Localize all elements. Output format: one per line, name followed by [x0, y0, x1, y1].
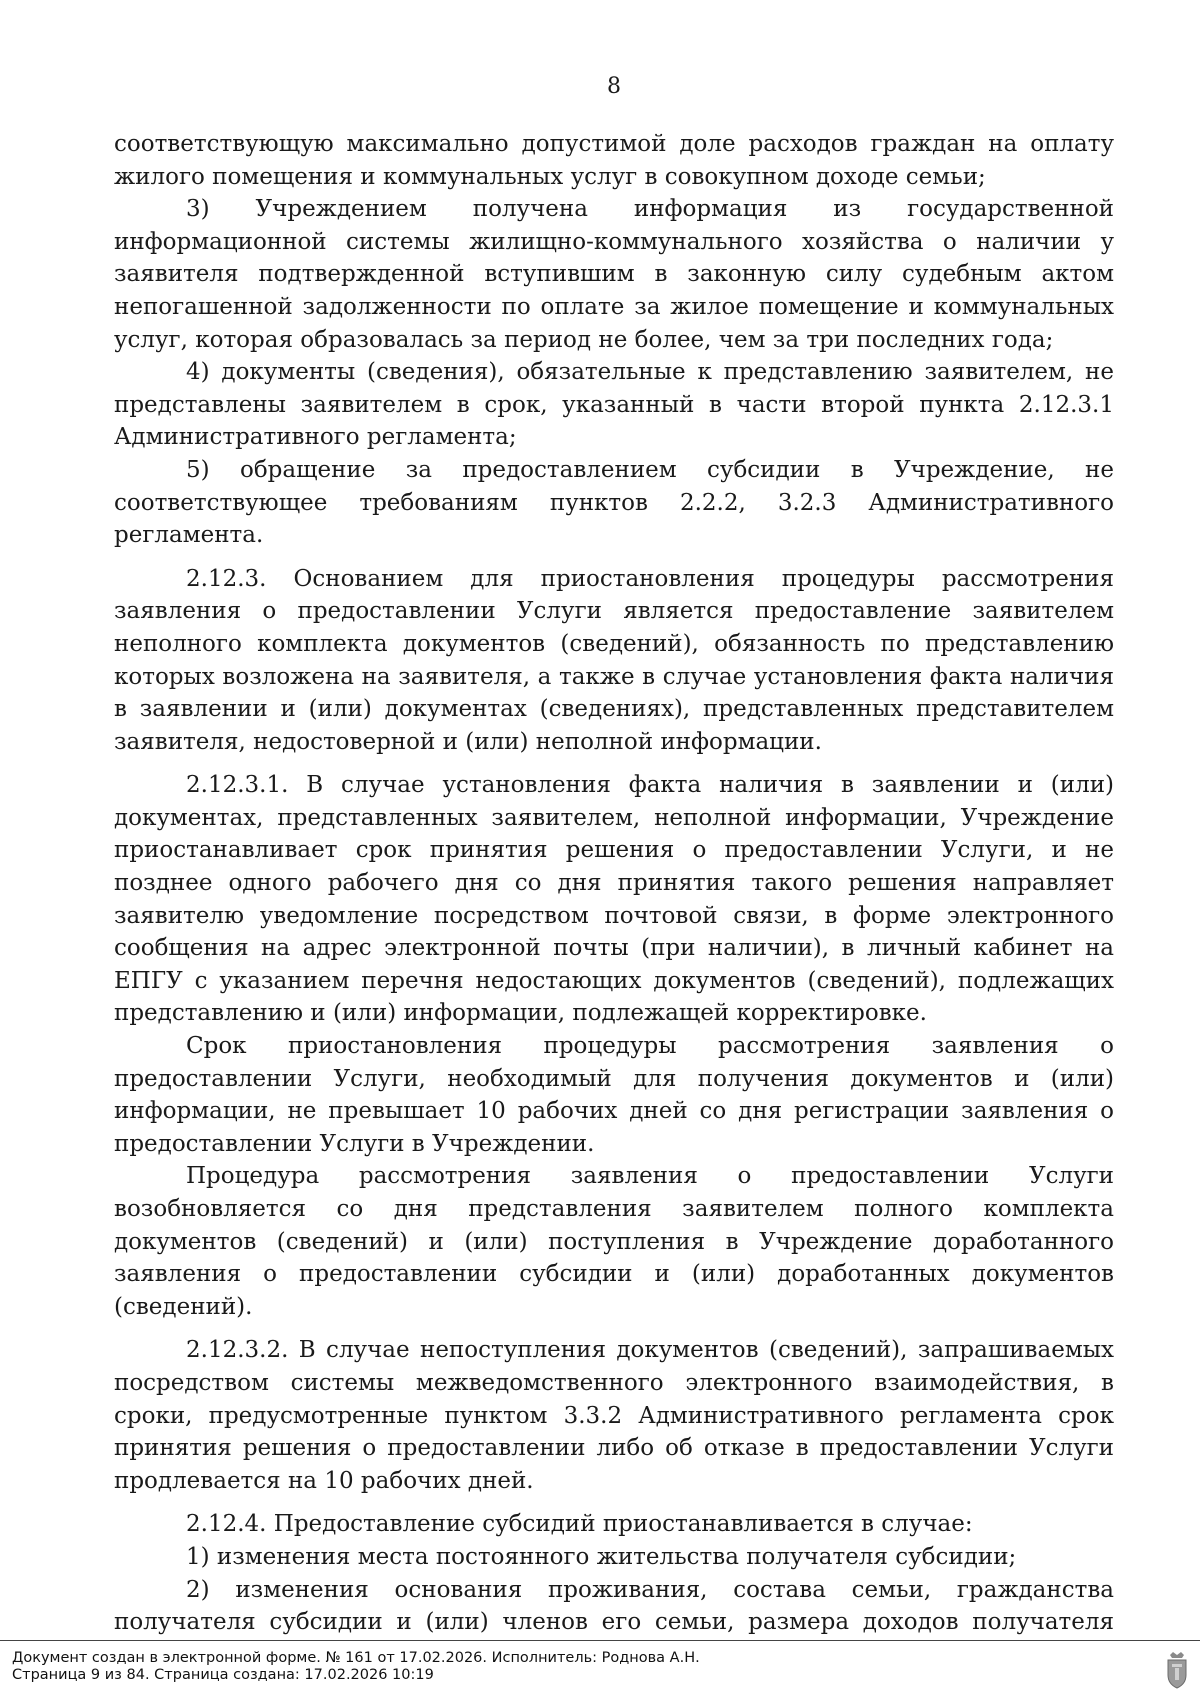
clause-2-12-3-2: 2.12.3.2. В случае непоступления документов (сведений), запрашиваемых посредством системы межведомственного электронного взаимодействия, в сроки, предусмотренные пунктом 3.3.2 Административного регламента срок принятия решения о предоставлении либо об отказе в предоставлении Услуги продлевается на 10 рабочих дней.	[114, 1337, 1114, 1494]
clause-2-12-3: 2.12.3. Основанием для приостановления процедуры рассмотрения заявления о предоставлении Услуги является предоставление заявителем неполного комплекта документов (сведений), обязанность по представлению которых возложена на заявителя, а также в случае установления факта наличия в заявлении и (или) документах (сведениях), представленных представителем заявителя, недостоверной и (или) неполной информации.	[114, 565, 1114, 755]
document-footer	[0, 1640, 1200, 1699]
paragraph-continuation: соответствующую максимально допустимой доле расходов граждан на оплату жилого помещения и коммунальных услуг в совокупном доходе семьи;	[114, 131, 1114, 190]
list-item-3: 3) Учреждением получена информация из государственной информационной системы жилищно-коммунального хозяйства о наличии у заявителя подтвержденной вступившим в законную силу судебным актом непогашенной задолженности по оплате за жилое помещение и коммунальных услуг, которая образовалась за период не более, чем за три последних года;	[114, 196, 1114, 353]
coat-of-arms-icon	[1164, 1651, 1190, 1689]
list-item-2: 2) изменения основания проживания, состава семьи, гражданства получателя субсидии и (или) членов его семьи, размера доходов получателя	[114, 1576, 1114, 1636]
footer-page-info: Страница 9 из 84. Страница создана: 17.02.2026 10:19	[12, 1667, 434, 1683]
document-body	[114, 128, 1114, 1639]
list-item-4: 4) документы (сведения), обязательные к представлению заявителем, не представлены заявителем в срок, указанный в части второй пункта 2.12.3.1 Административного регламента;	[114, 359, 1114, 451]
footer-document-info: Документ создан в электронной форме. № 161 от 17.02.2026. Исполнитель: Роднова А.Н.	[12, 1650, 700, 1666]
footer-text	[12, 1650, 700, 1684]
paragraph-suspension-term: Срок приостановления процедуры рассмотрения заявления о предоставлении Услуги, необходимый для получения документов и (или) информации, не превышает 10 рабочих дней со дня регистрации заявления о предоставлении Услуги в Учреждении.	[114, 1033, 1114, 1157]
paragraph-procedure-resume: Процедура рассмотрения заявления о предоставлении Услуги возобновляется со дня представления заявителем полного комплекта документов (сведений) и (или) поступления в Учреждение доработанного заявления о предоставлении субсидии и (или) доработанных документов (сведений).	[114, 1163, 1114, 1320]
list-item-1: 1) изменения места постоянного жительства получателя субсидии;	[186, 1543, 1017, 1570]
clause-2-12-3-1: 2.12.3.1. В случае установления факта наличия в заявлении и (или) документах, представленных заявителем, неполной информации, Учреждение приостанавливает срок принятия решения о предоставлении Услуги, и не позднее одного рабочего дня со дня принятия такого решения направляет заявителю уведомление посредством почтовой связи, в форме электронного сообщения на адрес электронной почты (при наличии), в личный кабинет на ЕПГУ с указанием перечня недостающих документов (сведений), подлежащих представлению и (или) информации, подлежащей корректировке.	[114, 772, 1114, 1027]
list-item-5: 5) обращение за предоставлением субсидии в Учреждение, не соответствующее требованиям пунктов 2.2.2, 3.2.3 Административного регламента.	[114, 456, 1114, 549]
clause-2-12-4: 2.12.4. Предоставление субсидий приостанавливается в случае:	[186, 1511, 973, 1538]
page-number: 8	[607, 74, 621, 99]
